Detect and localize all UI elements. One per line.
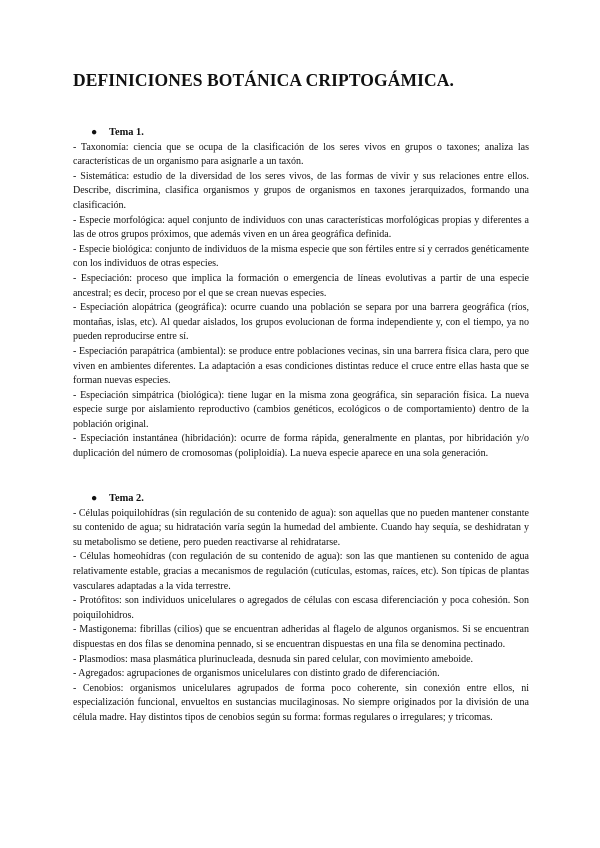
section-heading bbox=[73, 126, 529, 141]
section-heading-text: Tema 2. bbox=[109, 493, 144, 504]
definition-protofitos: - Protófitos: son individuos unicelulares o agregados de células con escasa diferenciación y poca cohesión. Son poiquilohidros. bbox=[73, 595, 529, 621]
section-tema-2 bbox=[73, 492, 529, 726]
definition-especiacion-simpatrica: - Especiación simpátrica (biológica): tiene lugar en la misma zona geográfica, sin separación física. La nueva especie surge por aislamiento reproductivo (cambios genéticos, ecológicos o de comportamiento) dentro de la población original. bbox=[73, 389, 529, 430]
definition-especie-morfologica: - Especie morfológica: aquel conjunto de individuos con unas características morfológicas propias y diferentes a las de otros grupos próximos, que además viven en un área geográfica definida. bbox=[73, 214, 529, 241]
definition-especie-biologica: - Especie biológica: conjunto de individuos de la misma especie que son fértiles entre sí y cerrados genéticamente con los individuos de otras especies. bbox=[73, 243, 529, 270]
definition-celulas-homeohidras: - Células homeohídras (con regulación de su contenido de agua): son las que mantienen su contenido de agua relativamente estable, gracias a mecanismos de regulación (cutículas, estomas, raíces, etc). Son típicas de plantas vasculares adaptadas a la vida terrestre. bbox=[73, 551, 529, 592]
definition-especiacion-parapatrica: - Especiación parapátrica (ambiental): se produce entre poblaciones vecinas, sin una barrera física clara, pero que viven en ambientes diferentes. La adaptación a esas condiciones distintas reduce el cruce entre ellas hasta que se forman nuevas especies. bbox=[73, 345, 529, 387]
page-title: DEFINICIONES BOTÁNICA CRIPTOGÁMICA. bbox=[73, 70, 454, 90]
bullet-icon: ● bbox=[91, 127, 98, 138]
definition-especiacion: - Especiación: proceso que implica la formación o emergencia de líneas evolutivas a partir de una especie ancestral; es decir, proceso por el que se crean nuevas especies. bbox=[73, 272, 529, 299]
definition-sistematica: - Sistemática: estudio de la diversidad de los seres vivos, de las formas de vivir y sus relaciones entre ellos. Describe, discrimina, clasifica organismos y grupos de organismos en taxones jerarquizados, formando una clasificación. bbox=[73, 170, 529, 211]
definition-cenobios: - Cenobios: organismos unicelulares agrupados de forma poco coherente, sin conexión entre ellos, ni especialización funcional, envueltos en sustancias mucilaginosas. No siempre originados por la división de una célula madre. Hay distintos tipos de cenobios según su forma: formas regulares o irregulares; y tricomas. bbox=[73, 682, 529, 723]
section-heading bbox=[73, 492, 529, 507]
bullet-icon: ● bbox=[91, 493, 98, 504]
definition-especiacion-instantanea: - Especiación instantánea (hibridación): ocurre de forma rápida, generalmente en plantas, por hibridación y/o duplicación del número de cromosomas (poliploidía). La nueva especie aparece en una sola generación. bbox=[73, 433, 529, 460]
definition-especiacion-alopatrica: - Especiación alopátrica (geográfica): ocurre cuando una población se separa por una barrera geográfica (ríos, montañas, islas, etc). Al quedar aislados, los grupos evolucionan de forma independiente y, con el tiempo, ya no pueden reproducirse entre sí. bbox=[73, 302, 529, 343]
definition-taxonomia: - Taxonomía: ciencia que se ocupa de la clasificación de los seres vivos en grupos o taxones; analiza las características de un organismo para asignarle a un taxón. bbox=[73, 141, 529, 168]
definition-celulas-poiquilohidras: - Células poiquilohídras (sin regulación de su contenido de agua): son aquellas que no pueden mantener constante su contenido de agua; su hidratación varía según la humedad del ambiente. Cuando hay sequía, se deshidratan y su metabolismo se detiene, pero pueden reactivarse al rehidratarse. bbox=[73, 507, 529, 548]
definition-plasmodios: - Plasmodios: masa plasmática plurinucleada, desnuda sin pared celular, con movimiento ameboide. bbox=[73, 653, 474, 665]
definition-mastigonema: - Mastigonema: fibrillas (cilios) que se encuentran adheridas al flagelo de algunos organismos. Si se encuentran dispuestas en dos filas se denomina pennado, si se encuentran dispuestas en una fila se denomina pectinado. bbox=[73, 624, 529, 650]
section-heading-text: Tema 1. bbox=[109, 127, 144, 138]
section-tema-1 bbox=[73, 126, 529, 462]
definition-agregados: - Agregados: agrupaciones de organismos unicelulares con distinto grado de diferenciación. bbox=[73, 668, 440, 680]
